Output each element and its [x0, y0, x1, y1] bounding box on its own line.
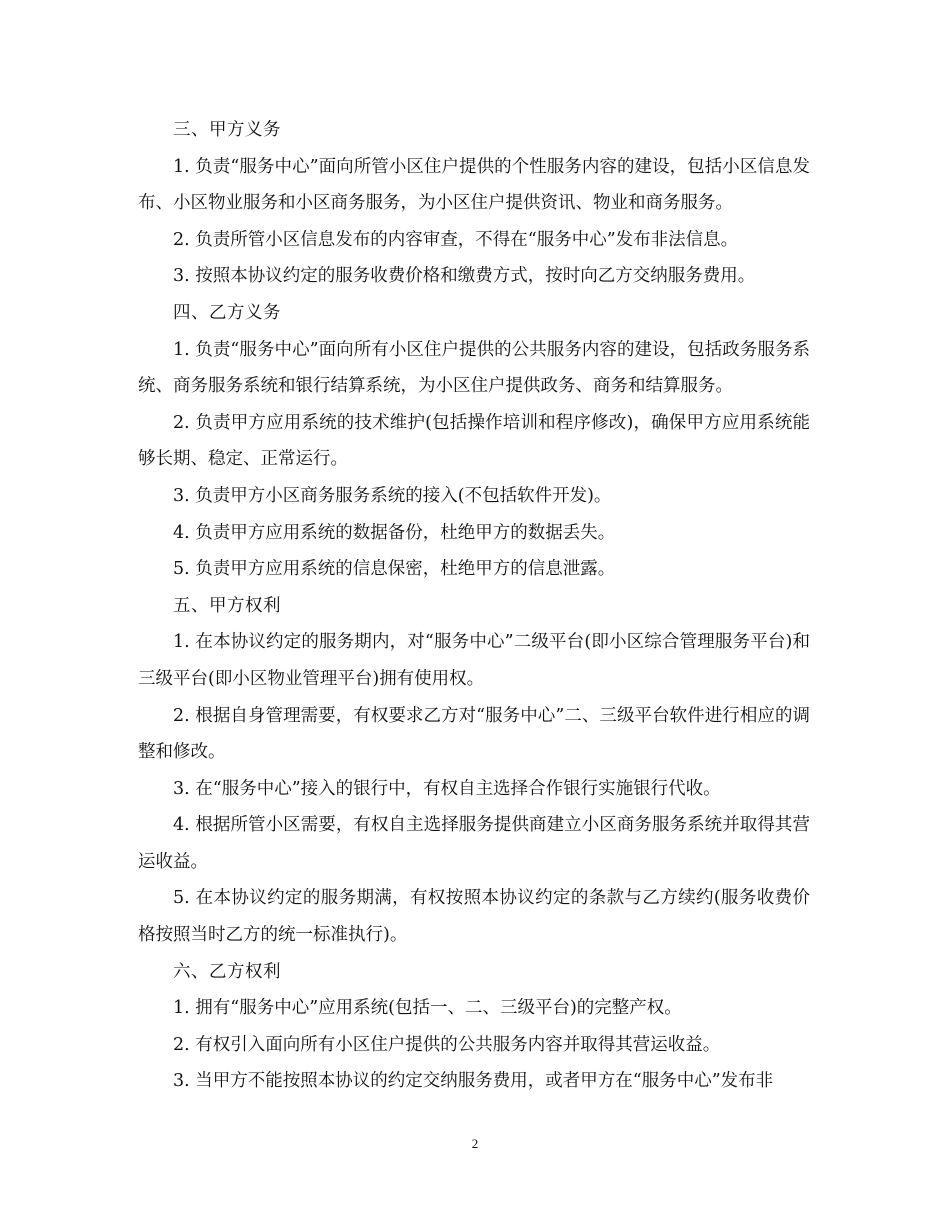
paragraph-b-obligation-1: 1. 负责“服务中心”面向所有小区住户提供的公共服务内容的建设，包括政务服务系统、商务服务系统和银行结算系统，为小区住户提供政务、商务和结算服务。: [138, 339, 810, 397]
paragraph-b-obligation-3: 3. 负责甲方小区商务服务系统的接入(不包括软件开发)。: [173, 485, 612, 506]
section-heading-party-b-obligations: 四、乙方义务: [173, 302, 281, 323]
section-heading-party-b-rights: 六、乙方权利: [173, 961, 281, 982]
paragraph-b-right-3: 3. 当甲方不能按照本协议的约定交纳服务费用，或者甲方在“服务中心”发布非: [173, 1071, 774, 1092]
paragraph-b-obligation-2: 2. 负责甲方应用系统的技术维护(包括操作培训和程序修改)，确保甲方应用系统能够长期、稳定、正常运行。: [138, 412, 810, 470]
paragraph-a-obligation-1: 1. 负责“服务中心”面向所管小区住户提供的个性服务内容的建设，包括小区信息发布、小区物业服务和小区商务服务，为小区住户提供资讯、物业和商务服务。: [138, 156, 810, 214]
paragraph-a-right-3: 3. 在“服务中心”接入的银行中，有权自主选择合作银行实施银行代收。: [173, 778, 721, 799]
paragraph-b-obligation-5: 5. 负责甲方应用系统的信息保密，杜绝甲方的信息泄露。: [173, 559, 616, 580]
paragraph-a-right-2: 2. 根据自身管理需要，有权要求乙方对“服务中心”二、三级平台软件进行相应的调整和修改。: [138, 705, 810, 763]
paragraph-a-obligation-3: 3. 按照本协议约定的服务收费价格和缴费方式，按时向乙方交纳服务费用。: [173, 266, 756, 287]
paragraph-b-obligation-4: 4. 负责甲方应用系统的数据备份，杜绝甲方的数据丢失。: [173, 522, 616, 543]
paragraph-a-right-5: 5. 在本协议约定的服务期满，有权按照本协议约定的条款与乙方续约(服务收费价格按照当时乙方的统一标准执行)。: [138, 888, 810, 946]
section-heading-party-a-obligations: 三、甲方义务: [173, 120, 281, 140]
section-heading-party-a-rights: 五、甲方权利: [173, 595, 281, 616]
paragraph-b-right-2: 2. 有权引入面向所有小区住户提供的公共服务内容并取得其营运收益。: [173, 1034, 721, 1055]
paragraph-a-right-1: 1. 在本协议约定的服务期内，对“服务中心”二级平台(即小区综合管理服务平台)和三级平台(即小区物业管理平台)拥有使用权。: [138, 632, 810, 689]
document-body: [138, 112, 810, 1100]
paragraph-a-right-4: 4. 根据所管小区需要，有权自主选择服务提供商建立小区商务服务系统并取得其营运收益。: [138, 815, 810, 872]
paragraph-a-obligation-2: 2. 负责所管小区信息发布的内容审查，不得在“服务中心”发布非法信息。: [173, 229, 739, 250]
page-number: 2: [471, 1136, 479, 1151]
paragraph-b-right-1: 1. 拥有“服务中心”应用系统(包括一、二、三级平台)的完整产权。: [173, 998, 682, 1019]
